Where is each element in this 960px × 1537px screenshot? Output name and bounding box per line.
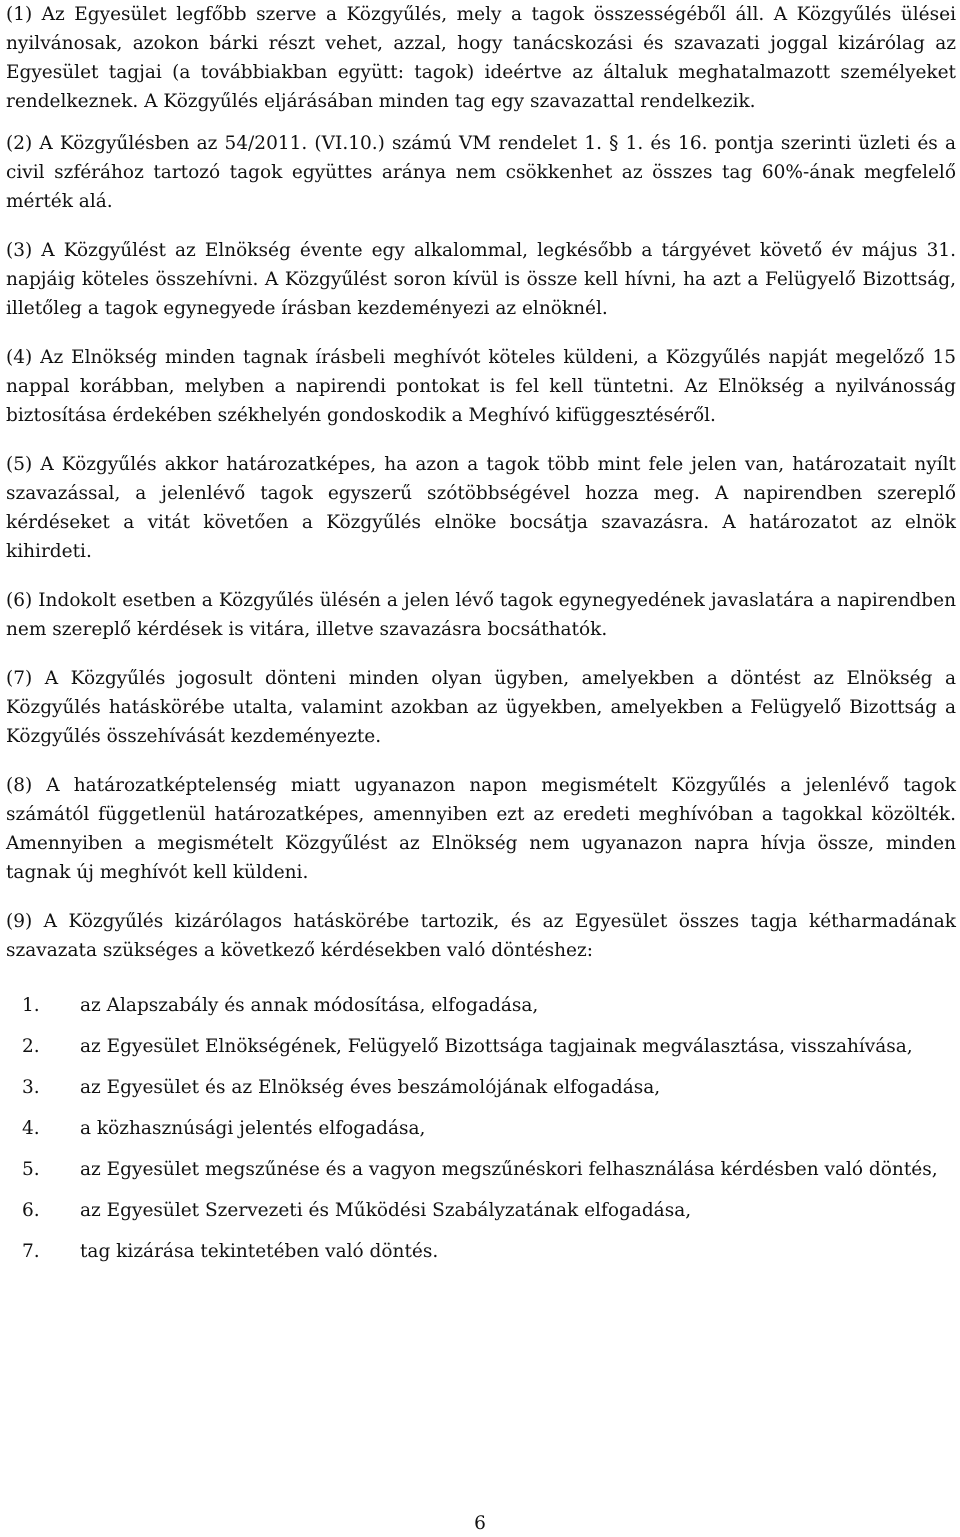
list-item-number: 4.	[22, 1118, 40, 1139]
list-item-text: tag kizárása tekintetében való döntés.	[80, 1241, 439, 1262]
decision-list	[6, 991, 956, 1266]
page-number: 6	[474, 1513, 486, 1534]
list-item-text: a közhasznúsági jelentés elfogadása,	[80, 1118, 426, 1139]
paragraph-1: (1) Az Egyesület legfőbb szerve a Közgyűlés, mely a tagok összességéből áll. A Közgyűlés ülései nyilvánosak, azokon bárki részt vehet, azzal, hogy tanácskozási és szavazati joggal kizárólag az Egyesület tagjai (a továbbiakban együtt: tagok) ideértve az általuk meghatalmazott személyeket rendelkeznek. A Közgyűlés eljárásában minden tag egy szavazattal rendelkezik.	[6, 4, 956, 112]
list-item	[6, 991, 956, 1020]
list-item-number: 3.	[22, 1077, 40, 1098]
list-item-number: 5.	[22, 1159, 40, 1180]
list-item	[6, 1196, 956, 1225]
document-body	[6, 0, 956, 1278]
paragraph-3: (3) A Közgyűlést az Elnökség évente egy alkalommal, legkésőbb a tárgyévet követő év május 31. napjáig köteles összehívni. A Közgyűlést soron kívül is össze kell hívni, ha azt a Felügyelő Bizottság, illetőleg a tagok egynegyede írásban kezdeményezi az elnöknél.	[6, 240, 956, 319]
paragraph-7: (7) A Közgyűlés jogosult dönteni minden olyan ügyben, amelyekben a döntést az Elnökség a Közgyűlés hatáskörébe utalta, valamint azokban az ügyekben, amelyekben a Felügyelő Bizottság a Közgyűlés összehívását kezdeményezte.	[6, 668, 956, 747]
paragraph-8: (8) A határozatképtelenség miatt ugyanazon napon megismételt Közgyűlés a jelenlévő tagok számától függetlenül határozatképes, amennyiben ezt az eredeti meghívóban a tagokkal közölték. Amennyiben a megismételt Közgyűlést az Elnökség nem ugyanazon napra hívja össze, minden tagnak új meghívót kell küldeni.	[6, 775, 956, 883]
list-item	[6, 1032, 956, 1061]
list-item	[6, 1073, 956, 1102]
list-item	[6, 1155, 956, 1184]
list-item-text: az Egyesület megszűnése és a vagyon megszűnéskori felhasználása kérdésben való döntés,	[80, 1159, 938, 1180]
paragraph-4: (4) Az Elnökség minden tagnak írásbeli meghívót köteles küldeni, a Közgyűlés napját megelőző 15 nappal korábban, melyben a napirendi pontokat is fel kell tüntetni. Az Elnökség a nyilvánosság biztosítása érdekében székhelyén gondoskodik a Meghívó kifüggesztéséről.	[6, 347, 956, 426]
list-item-number: 2.	[22, 1036, 40, 1057]
list-item-text: az Alapszabály és annak módosítása, elfogadása,	[80, 995, 539, 1016]
paragraph-9: (9) A Közgyűlés kizárólagos hatáskörébe tartozik, és az Egyesület összes tagja kétharmadának szavazata szükséges a következő kérdésekben való döntéshez:	[6, 911, 956, 961]
list-item	[6, 1237, 956, 1266]
list-item-number: 7.	[22, 1241, 40, 1262]
list-item-text: az Egyesület Szervezeti és Működési Szabályzatának elfogadása,	[80, 1200, 692, 1221]
list-item-text: az Egyesület Elnökségének, Felügyelő Bizottsága tagjainak megválasztása, visszahívása,	[80, 1036, 913, 1057]
list-item-text: az Egyesület és az Elnökség éves beszámolójának elfogadása,	[80, 1077, 661, 1098]
list-item	[6, 1114, 956, 1143]
paragraph-5: (5) A Közgyűlés akkor határozatképes, ha azon a tagok több mint fele jelen van, határozatait nyílt szavazással, a jelenlévő tagok egyszerű szótöbbségével hozza meg. A napirendben szereplő kérdéseket a vitát követően a Közgyűlés elnöke bocsátja szavazásra. A határozatot az elnök kihirdeti.	[6, 454, 956, 562]
list-item-number: 1.	[22, 995, 40, 1016]
paragraph-2: (2) A Közgyűlésben az 54/2011. (VI.10.) számú VM rendelet 1. § 1. és 16. pontja szerinti üzleti és a civil szférához tartozó tagok együttes aránya nem csökkenhet az összes tag 60%-ának megfelelő mérték alá.	[6, 133, 956, 212]
list-item-number: 6.	[22, 1200, 40, 1221]
paragraph-6: (6) Indokolt esetben a Közgyűlés ülésén a jelen lévő tagok egynegyedének javaslatára a napirendben nem szereplő kérdések is vitára, illetve szavazásra bocsáthatók.	[6, 590, 956, 640]
